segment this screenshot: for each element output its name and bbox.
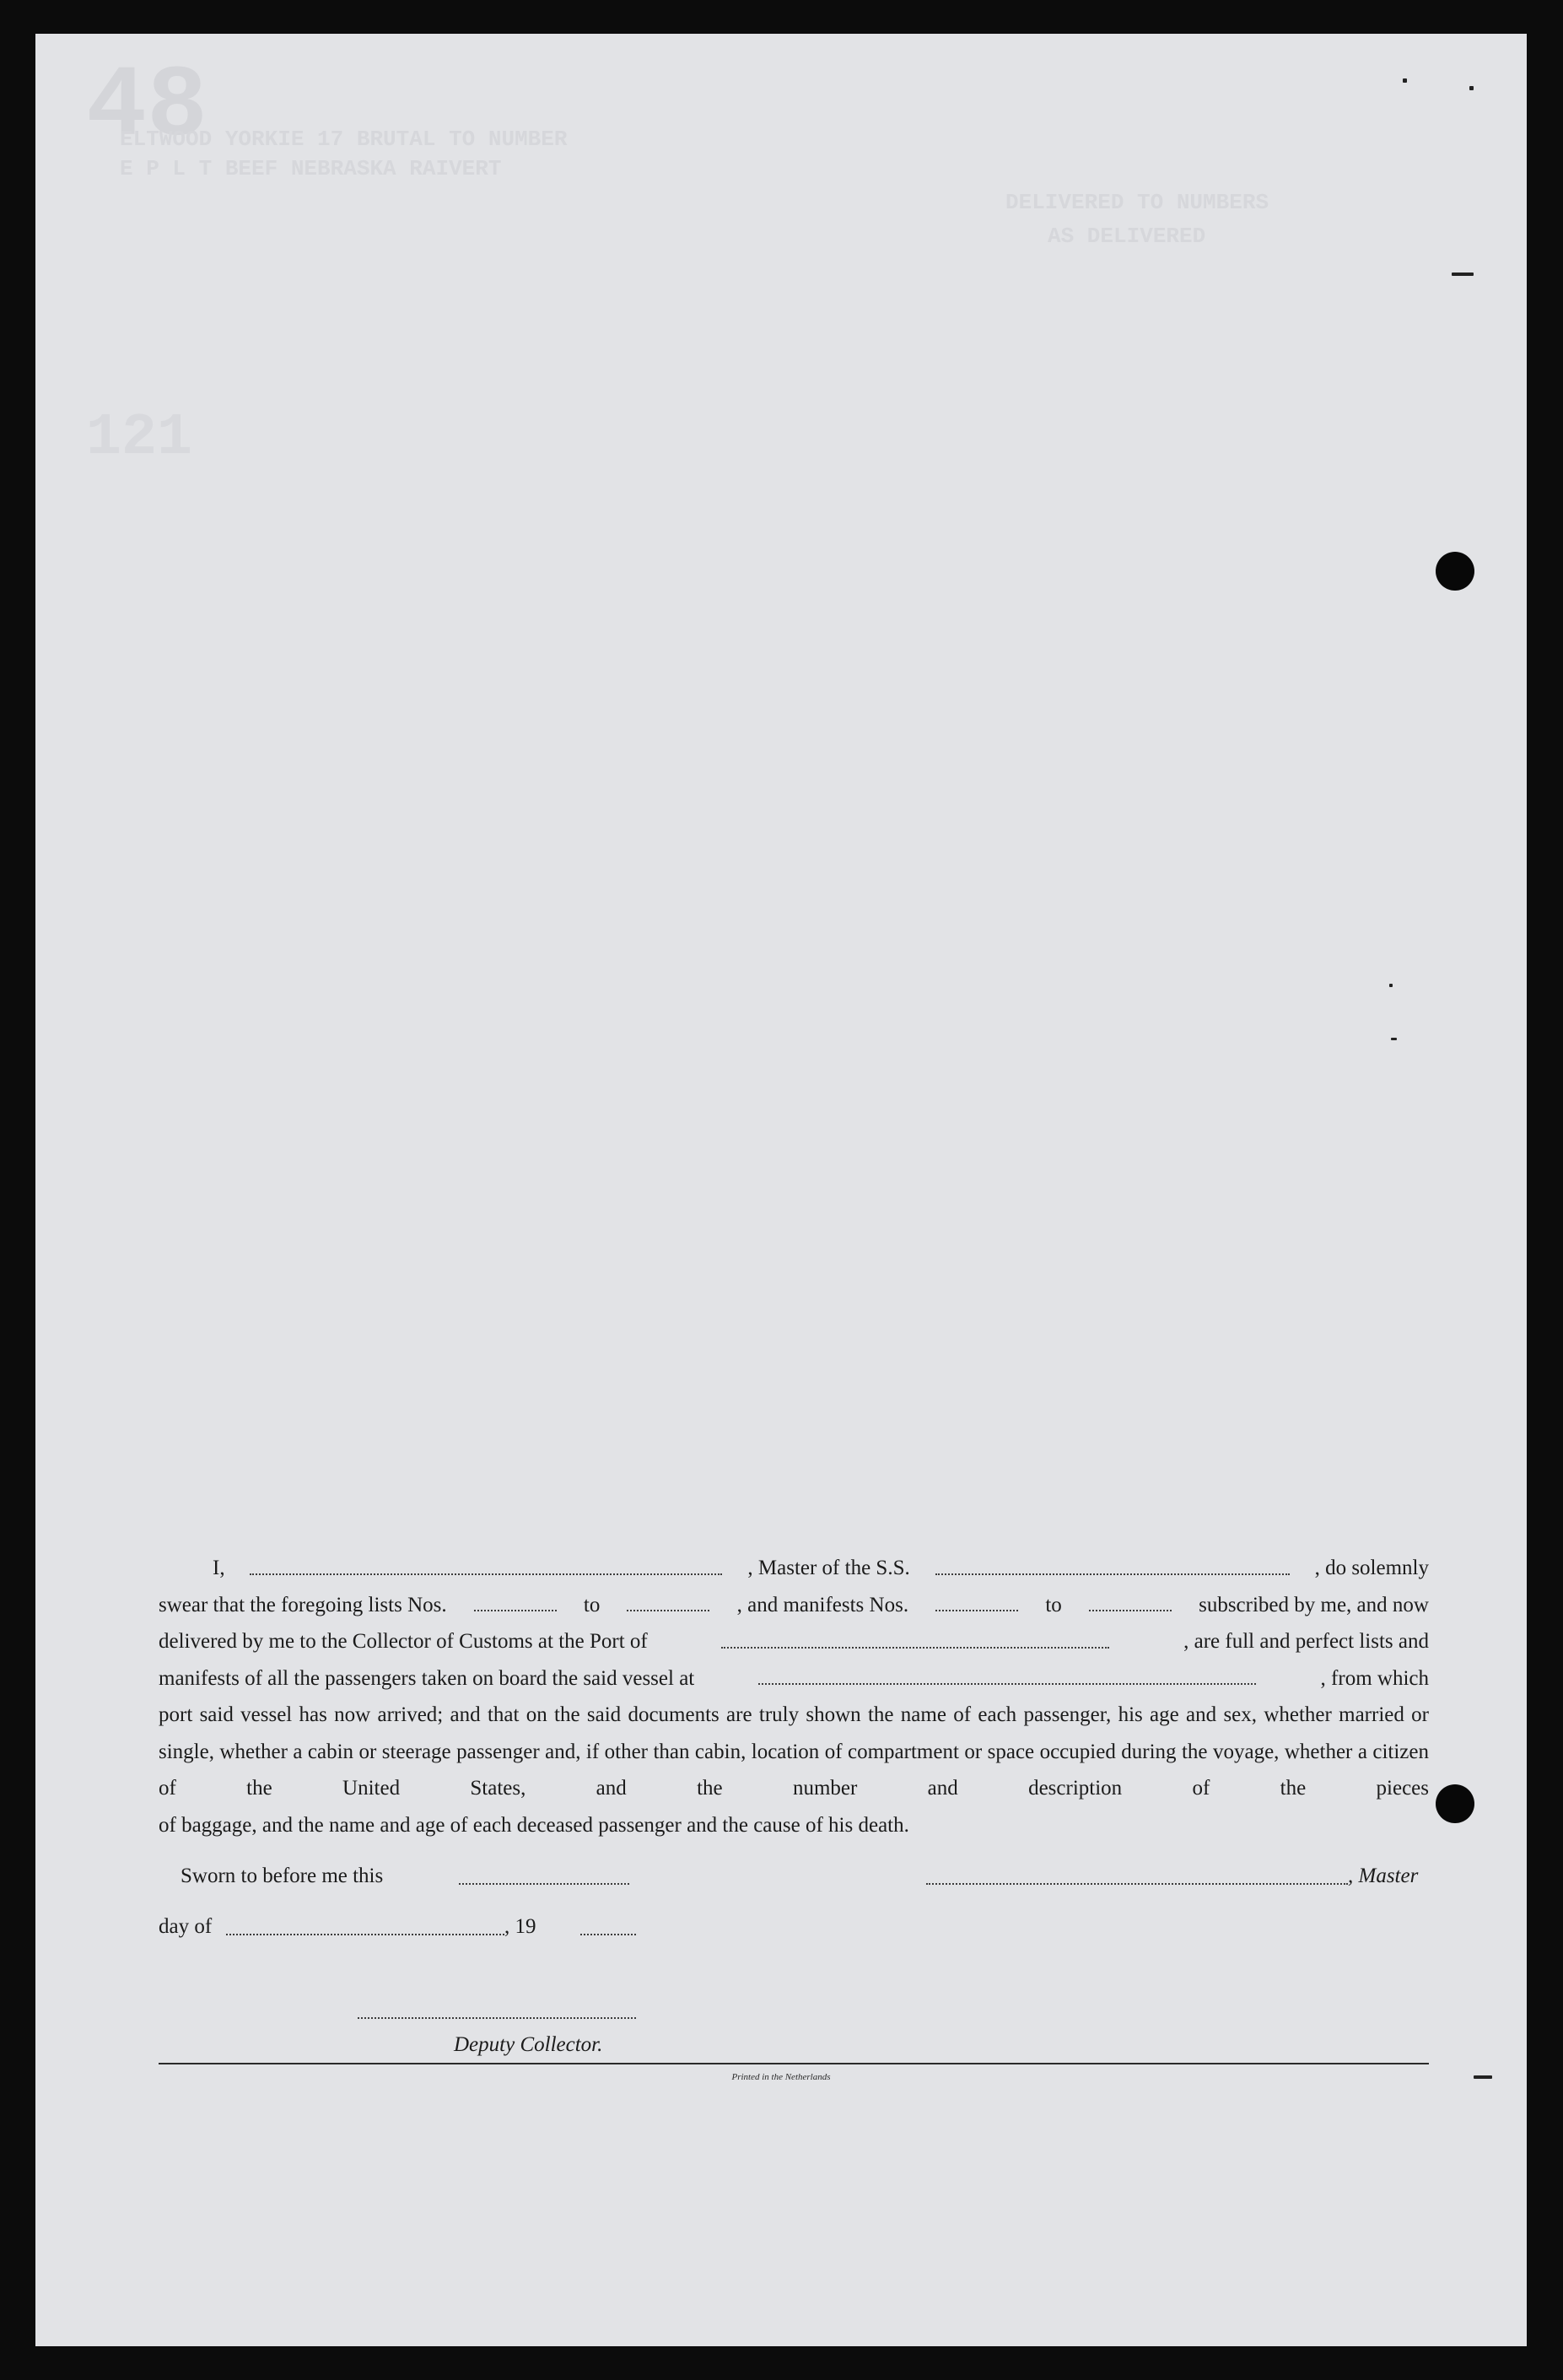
lists-to-blank[interactable] <box>627 1610 709 1611</box>
oath-text-segment: I, <box>213 1557 225 1579</box>
bleed-through-number: 121 <box>86 405 193 472</box>
oath-text-segment: to <box>583 1593 601 1616</box>
manifests-from-blank[interactable] <box>935 1610 1018 1611</box>
oath-text-segment: subscribed by me, and now <box>1199 1593 1429 1616</box>
punch-hole <box>1436 552 1474 591</box>
footer-rule <box>159 2063 1429 2064</box>
printer-note: Printed in the Netherlands <box>731 2072 831 2082</box>
sworn-line <box>159 1858 1429 1894</box>
oath-line-1 <box>159 1550 1429 1587</box>
deputy-collector-label: Deputy Collector. <box>454 2033 603 2056</box>
bleed-through-line: AS DELIVERED <box>1048 224 1206 249</box>
day-label: day of <box>159 1915 213 1938</box>
oath-text-segment: , are full and perfect lists and <box>1183 1630 1429 1653</box>
speck <box>1391 1038 1397 1040</box>
oath-paragraph-end: of baggage, and the name and age of each deceased passenger and the cause of his death. <box>159 1813 909 1837</box>
oath-paragraph: port said vessel has now arrived; and that on the said documents are truly shown the name of each passenger, his age and sex, whether married or single, whether a cabin or steerage passenger and, if other than cabin, location of compartment or space occupied during the voyage, whether a citizen of the United States, and the number and description of the pieces <box>159 1703 1429 1800</box>
vessel-name-blank[interactable] <box>935 1573 1290 1575</box>
oath-line-3 <box>159 1623 1429 1660</box>
oath-line-2 <box>159 1587 1429 1624</box>
master-label: , Master <box>1348 1865 1419 1887</box>
oath-text-segment: to <box>1045 1593 1062 1616</box>
oath-text <box>159 1550 1429 1945</box>
oath-text-segment: manifests of all the passengers taken on board the said vessel at <box>159 1666 695 1690</box>
lists-from-blank[interactable] <box>474 1610 557 1611</box>
port-blank[interactable] <box>721 1647 1109 1649</box>
oath-text-segment: , Master of the S.S. <box>747 1557 910 1579</box>
month-blank[interactable] <box>226 1934 504 1935</box>
oath-text-segment: , from which <box>1320 1666 1429 1690</box>
year-blank[interactable] <box>580 1934 636 1935</box>
master-name-blank[interactable] <box>250 1573 722 1575</box>
bleed-through-line: E P L T BEEF NEBRASKA RAIVERT <box>120 156 502 181</box>
speck <box>1452 273 1474 276</box>
punch-hole <box>1436 1784 1474 1823</box>
bleed-through-line: ELTWOOD YORKIE 17 BRUTAL TO NUMBER <box>120 127 568 152</box>
sworn-date-blank[interactable] <box>459 1883 629 1885</box>
oath-text-segment: delivered by me to the Collector of Customs at the Port of <box>159 1630 648 1653</box>
departure-port-blank[interactable] <box>758 1683 1256 1685</box>
master-signature-blank[interactable] <box>926 1883 1348 1885</box>
oath-text-segment: swear that the foregoing lists Nos. <box>159 1593 447 1616</box>
speck <box>1469 86 1474 90</box>
sworn-label: Sworn to before me this <box>181 1865 384 1887</box>
oath-line-4 <box>159 1660 1429 1697</box>
document-page <box>35 34 1527 2346</box>
year-prefix: , 19 <box>504 1915 536 1938</box>
bleed-through-page-number: 48 <box>86 51 208 165</box>
manifests-to-blank[interactable] <box>1089 1610 1172 1611</box>
oath-text-segment: , do solemnly <box>1314 1557 1429 1579</box>
speck <box>1389 984 1393 987</box>
speck <box>1403 78 1407 83</box>
deputy-signature-blank[interactable] <box>358 2017 636 2019</box>
day-line <box>159 1908 1429 1945</box>
oath-text-segment: , and manifests Nos. <box>736 1593 909 1616</box>
bleed-through-line: DELIVERED TO NUMBERS <box>1005 190 1269 215</box>
